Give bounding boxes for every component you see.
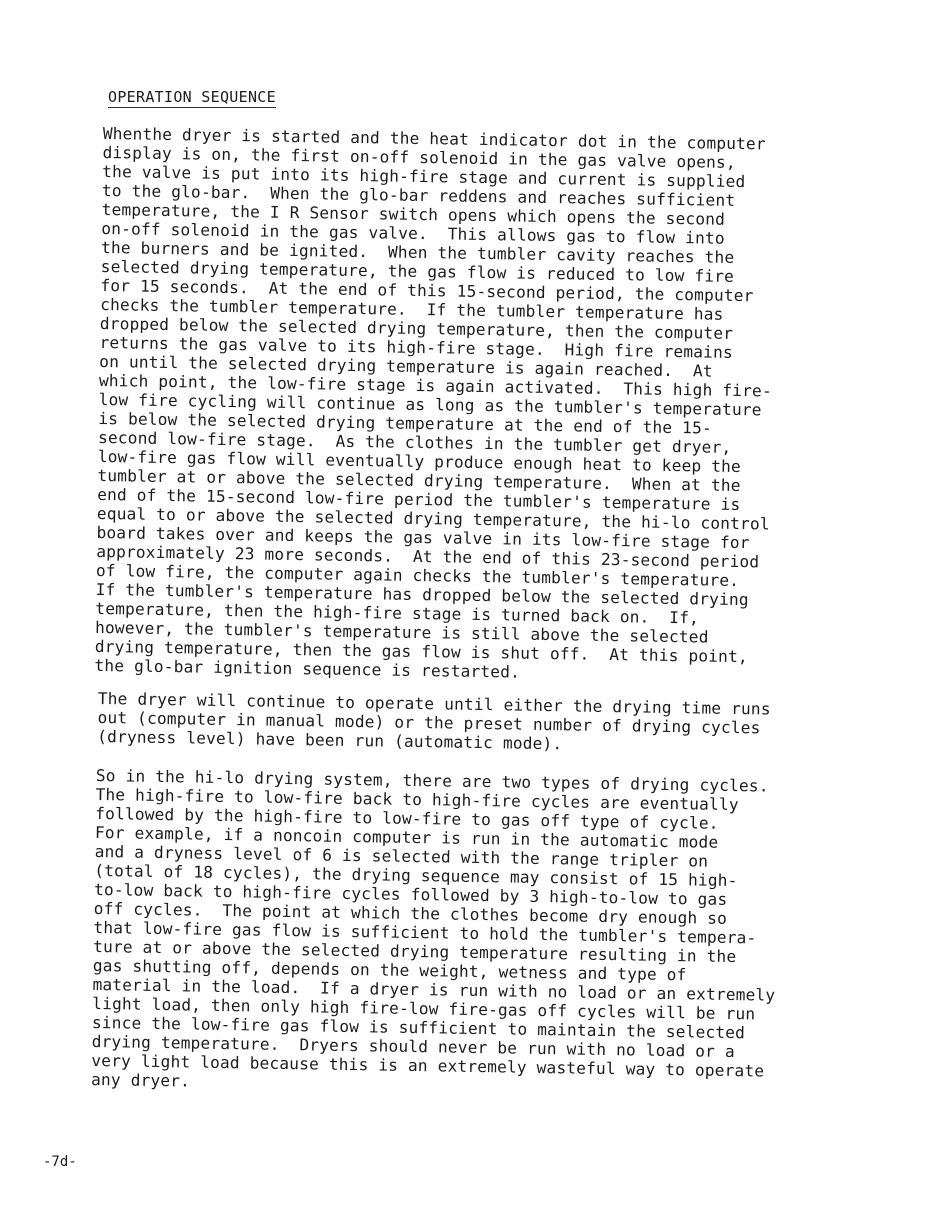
paragraph-continue-operation: The dryer will continue to operate until either the drying time runs out (computer in manual mode) or the preset number of drying cycles (dryness level) have been run (automatic mode). [97, 689, 771, 754]
page-number: -7d- [43, 1154, 77, 1170]
section-heading: OPERATION SEQUENCE [108, 88, 276, 106]
paragraph-operation-sequence: Whenthe dryer is started and the heat indicator dot in the computer display is on, the first on-off solenoid in the gas valve opens, the valve is put into its high-fire stage and current is supplied to the glo-bar. When the glo-bar reddens and reaches sufficient temperature, the I R Sensor switch opens which opens the second on-off solenoid in the gas valve. This allows gas to flow into the burners and be ignited. When the tumbler cavity reaches the selected drying temperature, the gas flow is reduced to low fire for 15 seconds. At the end of this 15-second period, the computer checks the tumbler temperature. If the tumbler temperature has dropped below the selected drying temperature, then the computer returns the gas valve to its high-fire stage. High fire remains on until the selected drying temperature is again reached. At which point, the low-fire stage is again activated. This high fire- low fire cycling will continue as long as the tumbler's temperature is below the selected drying temperature at the end of the 15- second low-fire stage. As the clothes in the tumbler get dryer, low-fire gas flow will eventually produce enough heat to keep the tumbler at or above the selected drying temperature. When at the end of the 15-second low-fire period the tumbler's temperature is equal to or above the selected drying temperature, the hi-lo control board takes over and keeps the gas valve in its low-fire stage for approximately 23 more seconds. At the end of this 23-second period of low fire, the computer again checks the tumbler's temperature. If the tumbler's temperature has dropped below the selected drying temperature, then the high-fire stage is turned back on. If, however, the tumbler's temperature is still above the selected drying temperature, then the gas flow is shut off. At this point, the glo-bar ignition sequence is restarted. [94, 124, 772, 682]
paragraph-hi-lo-system: So in the hi-lo drying system, there are two types of drying cycles. The high-fire to low-fire back to high-fire cycles are eventually followed by the high-fire to low-fire to gas off type of cycle. For example, if a noncoin computer is run in the automatic mode and a dryness level of 6 is selected with the range tripler on (total of 18 cycles), the drying sequence may consist of 15 high- to-low back to high-fire cycles followed by 3 high-to-low to gas off cycles. The point at which the clothes become dry enough so that low-fire gas flow is sufficient to hold the tumbler's tempera- ture at or above the selected drying temperature resulting in the gas shutting off, depends on the weight, wetness and type of material in the load. If a dryer is run with no load or an extremely light load, then only high fire-low fire-gas off cycles will be run since the low-fire gas flow is sufficient to maintain the selected drying temperature. Dryers should never be run with no load or a very light load because this is an extremely wasteful way to operate any dryer. [90, 766, 776, 1091]
